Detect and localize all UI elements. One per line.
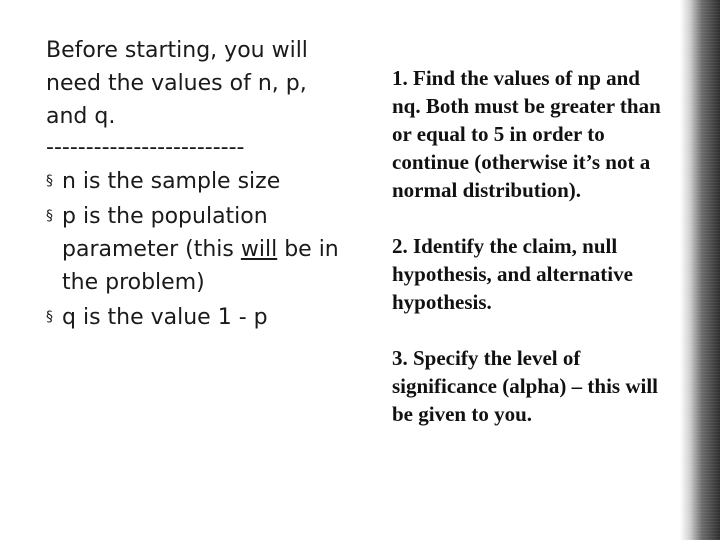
definition-n: n is the sample size [62, 169, 281, 194]
step-1: 1. Find the values of np and nq. Both must be greater than or equal to 5 in order to continue (otherwise it’s not a normal distribution). [392, 66, 661, 202]
right-column [392, 64, 667, 456]
list-item-q [46, 301, 346, 334]
step-2: 2. Identify the claim, null hypothesis, and alternative hypothesis. [392, 234, 633, 314]
definition-list [46, 165, 346, 334]
definition-p-end: be in the problem) [62, 237, 339, 295]
list-item-n [46, 165, 346, 198]
bullet-marker-icon: § [46, 173, 53, 189]
definition-p-start: p is the population parameter (this [62, 204, 268, 262]
list-item-p [46, 200, 346, 299]
definition-p-underlined: will [240, 237, 278, 262]
intro-text: Before starting, you will need the values of n, p, and q. [46, 38, 308, 129]
separator-line: ------------------------- [46, 135, 245, 160]
left-column [46, 34, 346, 334]
bullet-marker-icon: § [46, 309, 53, 325]
definition-q: q is the value 1 - p [62, 305, 268, 330]
decorative-edge-border [680, 0, 720, 540]
bullet-marker-icon: § [46, 208, 53, 224]
step-3: 3. Specify the level of significance (alpha) – this will be given to you. [392, 346, 659, 426]
